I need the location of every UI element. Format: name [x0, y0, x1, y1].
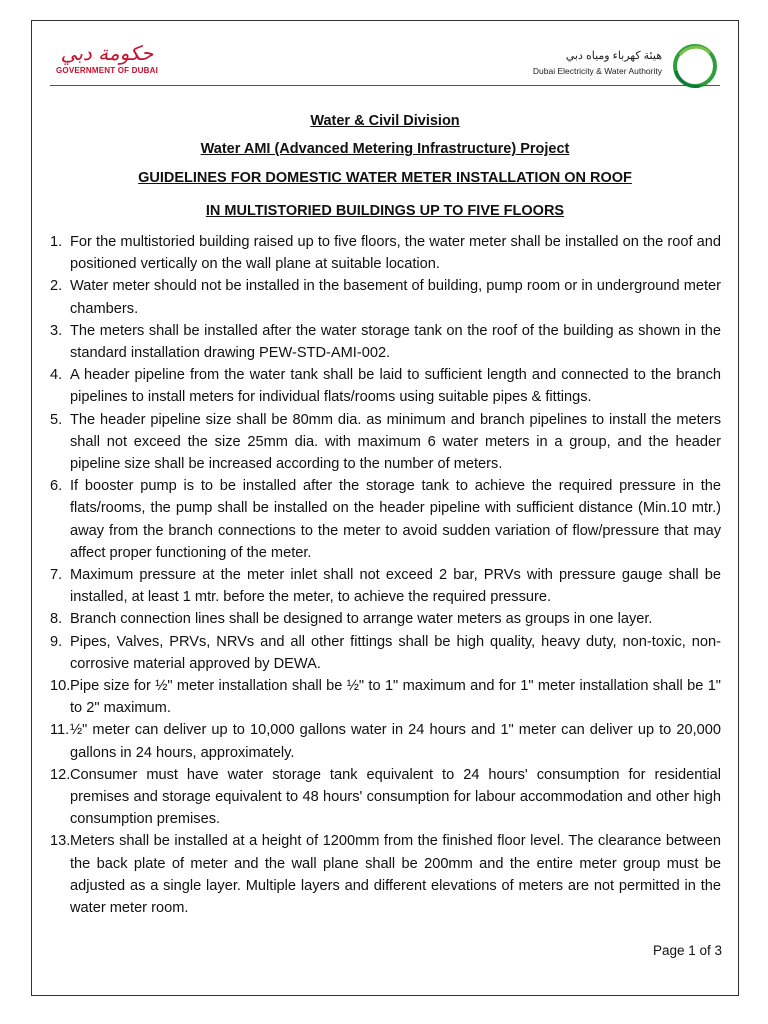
item-text: Maximum pressure at the meter inlet shall not exceed 2 bar, PRVs with pressure gauge shall be installed, at least 1 mtr. before the meter, to achieve the required pressure. [70, 567, 721, 606]
list-item [50, 608, 721, 630]
list-item [50, 830, 721, 919]
item-number: 3. [50, 322, 63, 339]
item-number: 6. [50, 478, 63, 495]
guidelines-list [50, 231, 721, 919]
division-title: Water & Civil Division [310, 113, 460, 129]
item-text: Pipe size for ½" meter installation shall be ½" to 1" maximum and for 1" meter installation shall be 1" to 2" maximum. [70, 678, 721, 717]
item-text: A header pipeline from the water tank shall be laid to sufficient length and connected to the branch pipelines to install meters for individual flats/rooms using suitable pipes & fittings. [70, 367, 721, 406]
item-text: Water meter should not be installed in the basement of building, pump room or in underground meter chambers. [70, 278, 721, 317]
item-number: 13. [50, 833, 71, 850]
list-item [50, 275, 721, 319]
list-item [50, 764, 721, 831]
item-text: The meters shall be installed after the water storage tank on the roof of the building as shown in the standard installation drawing PEW-STD-AMI-002. [70, 322, 721, 362]
item-number: 1. [50, 234, 63, 250]
list-item [50, 364, 721, 408]
list-item [50, 409, 721, 476]
item-number: 12. [50, 766, 71, 783]
item-number: 10. [50, 678, 71, 695]
list-item [50, 564, 721, 608]
dewa-logo-english: Dubai Electricity & Water Authority [532, 66, 662, 76]
list-item [50, 320, 721, 364]
item-text: Meters shall be installed at a height of 1200mm from the finished floor level. The clearance between the back plate of meter and the wall plane shall be 200mm and the entire meter group must be adjusted as a single layer. Multiple layers and different elevations of meters are not permitted in the water meter room. [70, 833, 721, 917]
project-title: Water AMI (Advanced Metering Infrastructure) Project [200, 141, 570, 157]
guidelines-subtitle: IN MULTISTORIED BUILDINGS UP TO FIVE FLOORS [205, 203, 565, 219]
item-text: If booster pump is to be installed after the storage tank to achieve the required pressure in the flats/rooms, the pump shall be installed on the header pipeline with sufficient distance (Min.10 mtr.) away from the branch connections to the meter to avoid sudden variation of flow/pressure that may affect proper functioning of the meter. [70, 478, 721, 561]
gov-logo-arabic: حكومة دبي [60, 41, 154, 65]
dewa-logo-arabic: هيئة كهرباء ومياه دبي [565, 50, 662, 62]
item-number: 5. [50, 411, 63, 428]
list-item [50, 675, 721, 719]
header-divider [50, 85, 720, 86]
item-text: The header pipeline size shall be 80mm dia. as minimum and branch pipelines to install the meters shall not exceed the size 25mm dia. with maximum 6 water meters in a group, and the header pipeline size shall be increased according to the number of meters. [70, 411, 721, 473]
item-text: ½" meter can deliver up to 10,000 gallons water in 24 hours and 1" meter can deliver up to 20,000 gallons in 24 hours, approximately. [70, 722, 721, 761]
list-item [50, 631, 721, 675]
list-item [50, 231, 721, 275]
item-number: 8. [50, 611, 63, 628]
item-number: 2. [50, 278, 63, 295]
item-number: 11. [50, 722, 70, 739]
dewa-ring-icon [670, 41, 720, 91]
item-number: 7. [50, 567, 63, 584]
gov-logo-english: GOVERNMENT OF DUBAI [55, 66, 159, 75]
item-number: 9. [50, 633, 63, 650]
government-of-dubai-logo [52, 40, 162, 80]
item-text: Consumer must have water storage tank equivalent to 24 hours' consumption for residential premises and storage equivalent to 48 hours' consumption for labour accommodation and other high consumption premises. [70, 766, 721, 828]
item-text: For the multistoried building raised up to five floors, the water meter shall be installed on the roof and positioned vertically on the wall plane at suitable location. [70, 234, 721, 273]
item-text: Branch connection lines shall be designed to arrange water meters as groups in one layer. [70, 611, 653, 628]
dewa-logo [515, 47, 720, 89]
list-item [50, 475, 721, 564]
list-item [50, 719, 721, 763]
item-text: Pipes, Valves, PRVs, NRVs and all other fittings shall be high quality, heavy duty, non-toxic, non-corrosive material approved by DEWA. [70, 633, 721, 672]
page-number: Page 1 of 3 [652, 943, 722, 958]
item-number: 4. [50, 367, 63, 384]
guidelines-title: GUIDELINES FOR DOMESTIC WATER METER INSTALLATION ON ROOF [138, 170, 632, 186]
